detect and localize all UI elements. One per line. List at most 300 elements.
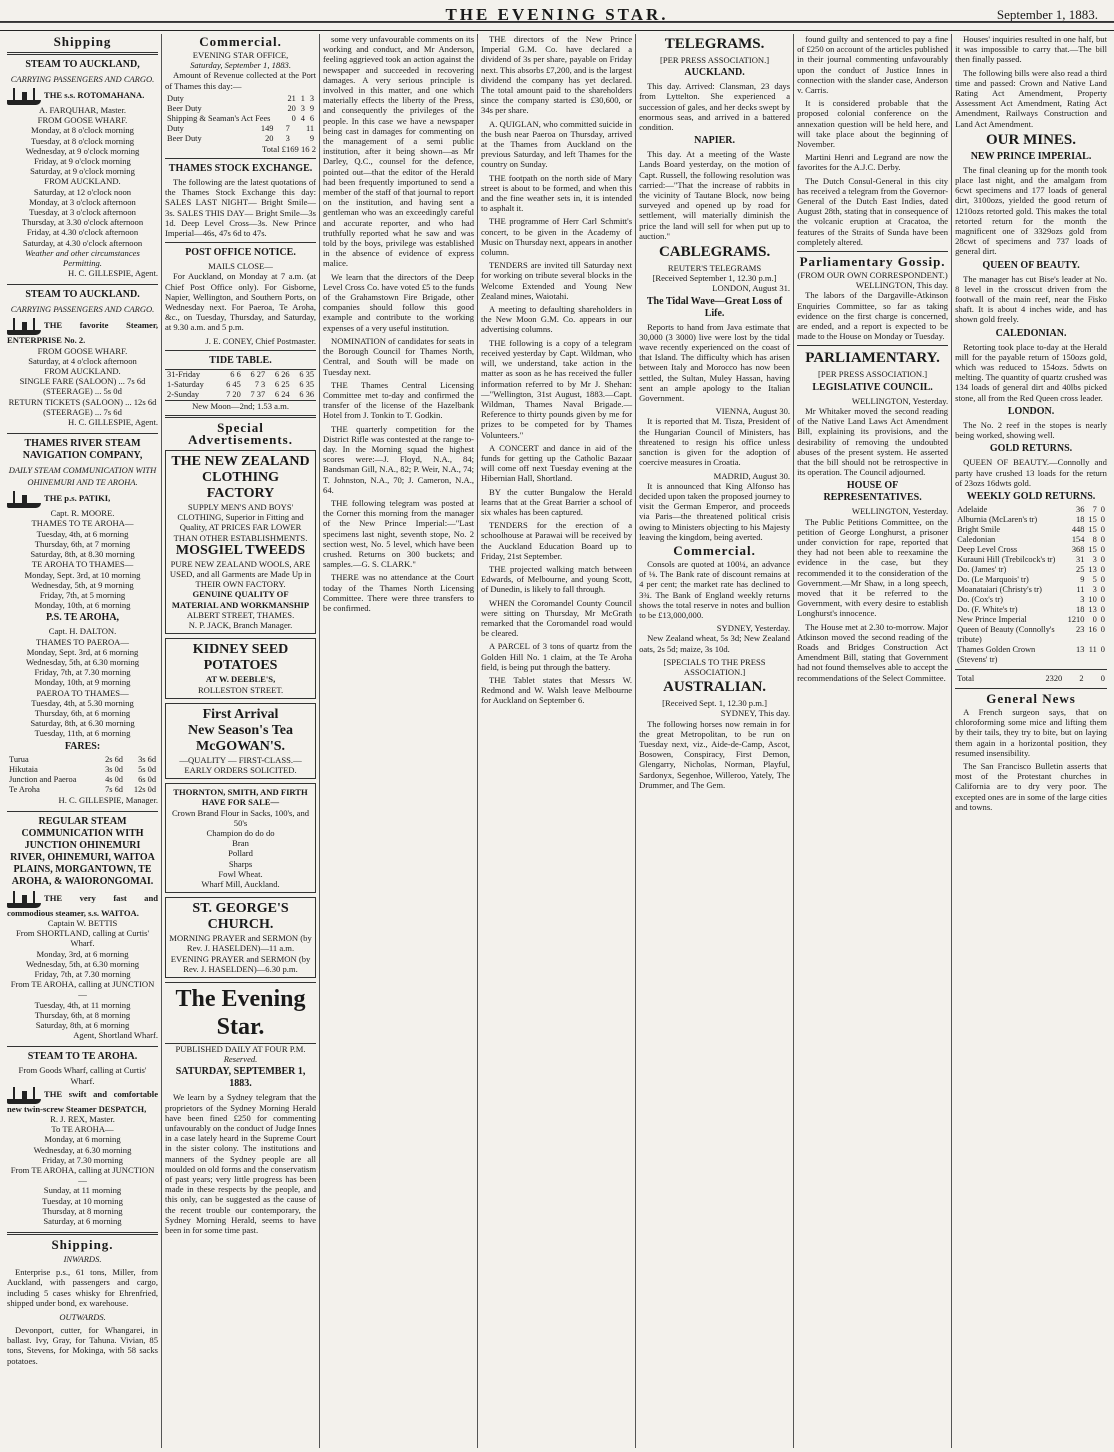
divider (165, 415, 316, 418)
table-cell: 3s 6d (138, 754, 157, 764)
list-item: From SHORTLAND, calling at Curtis' Wharf. (15, 928, 150, 949)
masthead: The Evening Star. (165, 982, 316, 1044)
table-cell: 31 (1076, 554, 1085, 564)
table-cell: 0 (1100, 514, 1105, 524)
column-telegrams (636, 34, 794, 1448)
table-cell: 15 (1088, 524, 1097, 534)
table-row (165, 134, 316, 144)
table-row (165, 114, 316, 124)
list-item: Saturday, at 6 morning (43, 1216, 122, 1227)
ad-nz-clothing (165, 450, 316, 634)
list-item: Tuesday, at 8 o'clock morning (30, 135, 135, 146)
table-row (7, 785, 158, 795)
table-cell: 0 (291, 113, 296, 123)
news-paragraph: We learn that the directors of the Deep Level Cross Co. have voted £5 to the funds of the Grahamstown Fire Brigade, other companies should follow this good example and contribute to the working expenses of a very useful institution. (323, 271, 475, 333)
leader-article: We learn by a Sydney telegram that the proprietors of the Sydney Morning Herald have been fined £250 for commenting unfavourably on the conduct of Judge Innes in a case lately heard in the Supreme Court in the sister colony. The institutions and manners of the Sydney people are all moulded on old forms and the conservatism of past years; very little progress has been made in these respects by the people, and this only, can be suggested as the cause of the recent trouble our contemporary, the Sydney Morning Herald, seems to have been in for some time past. (165, 1092, 317, 1235)
table-cell: 6 36 (299, 389, 315, 399)
list-item: Champion do do do (206, 827, 275, 838)
list-item: Monday, at 6 morning (44, 1134, 121, 1145)
list-item: SINGLE FARE (SALOON) ... 7s 6d (19, 376, 146, 387)
ad-agent: H. C. GILLESPIE, Manager. (58, 794, 159, 805)
column-shipping (4, 34, 162, 1448)
london-dateline: LONDON, August 31. (712, 283, 791, 294)
list-item: Thursday, 6th, at 8 morning (34, 1009, 131, 1020)
section-telegrams: TELEGRAMS. (664, 36, 765, 52)
received-note: [Received September 1, 12.30 p.m.] (652, 273, 777, 284)
table-cell: Duty (167, 93, 184, 103)
news-paragraph: WHEN the Coromandel County Council were sitting on Thursday, Mr McGrath remarked that the Coromandel road would be cleared. (481, 597, 633, 639)
ad-enterprise (7, 289, 158, 427)
revenue-table (165, 94, 316, 124)
ad-mcgowans-tea (165, 703, 316, 779)
table-cell: 0 (1100, 504, 1105, 514)
list-item: (STEERAGE) ... 5s 0d (43, 386, 122, 397)
divider (797, 345, 948, 346)
table-cell: 11 (1088, 644, 1097, 654)
list-item: Thursday, at 3.30 o'clock afternoon (21, 217, 144, 228)
list-item: FROM GOOSE WHARF. (37, 345, 128, 356)
ad-address: Wharf Mill, Auckland. (201, 878, 280, 889)
ad-genuine: GENUINE QUALITY OF MATERIAL AND WORKMANSHIP (171, 589, 310, 610)
list-item: Wednesday, 5th, at 6.30 morning (25, 958, 140, 969)
table-cell: 6 35 (299, 369, 315, 379)
table-cell: New Prince Imperial (957, 614, 1027, 624)
table-cell: Deep Level Cross (957, 544, 1018, 554)
news-paragraph: A CONCERT and dance in aid of the funds for getting up the Catholic Bazaar will come off next Tuesday evening at the Hibernian Hall, Shortland. (481, 442, 633, 484)
ad-title: THE NEW ZEALAND CLOTHING FACTORY (171, 454, 310, 502)
heading-weekly-gold: WEEKLY GOLD RETURNS. (966, 490, 1096, 502)
list-item: Monday, at 3 o'clock afternoon (29, 196, 136, 207)
fares-table (7, 755, 158, 795)
list-item: Friday, at 4.30 o'clock afternoon (26, 227, 139, 238)
table-cell: Kurauni Hill (Trebilcock's tr) (957, 554, 1056, 564)
news-paragraph: THE Tablet states that Messrs W. Redmond and W. Walsh leave Melbourne for Auckland on September 6. (481, 674, 633, 706)
news-paragraph: THE quarterly competition for the District Rifle was contested at the range to-day. In the Morning squad the highest scores were:—J. Floyd, N.A., 84; Bandsman Gill, N.A., 82; P. Weir, N.A., 74; T. Johnston, N.A., 70; J. Cameron, N.A., 64. (323, 423, 475, 495)
outwards-text: Devonport, cutter, for Whangarei, in ballast. Ivy, Gray, for Tahuna. Vivian, 85 tons, Stevens, for Mokinga, with 58 sacks potatoes. (7, 1325, 159, 1366)
schedule-list (7, 1124, 158, 1226)
heading-napier: NAPIER. (694, 135, 735, 147)
list-item: (STEERAGE) ... 7s 6d (43, 406, 122, 417)
ship-master: Capt. H. DALTON. (48, 626, 117, 637)
ad-st-georges (165, 897, 316, 978)
house-dateline: WELLINGTON, Yesterday. (851, 506, 949, 517)
steamship-icon (7, 890, 41, 908)
ad-agent: Agent, Shortland Wharf. (73, 1030, 159, 1041)
table-row (165, 380, 316, 390)
table-cell: Shipping & Seaman's Act Fees (167, 113, 271, 123)
paddle-steamer-icon (7, 490, 41, 508)
table-cell: 6 (309, 113, 315, 123)
divider (7, 52, 158, 55)
table-row (955, 575, 1107, 585)
weekly-gold-table (955, 505, 1107, 665)
news-paragraph: A. QUIGLAN, who committed suicide in the bush near Paeroa on Thursday, arrived at the Thames from Auckland on the previous Saturday, and left Thames for the country on Sunday. (481, 118, 633, 170)
gold-text: QUEEN OF BEAUTY.—Connolly and party have crushed 13 loads for the return of 23ozs 16dwts gold. (955, 457, 1107, 488)
divider (165, 158, 316, 159)
table-cell: 16 (1088, 624, 1097, 634)
header-rule (0, 21, 1114, 23)
news-paragraph: THE footpath on the north side of Mary street is about to be formed, and when this and the fine weather sets in, it is intended to asphalt it. (481, 172, 633, 214)
heading-caledonian: CALEDONIAN. (995, 327, 1067, 339)
table-cell: 7 3 (254, 379, 266, 389)
schedule-list (7, 928, 158, 1030)
table-cell: Bright Smile (957, 524, 1001, 534)
heading-london: LONDON. (1007, 405, 1055, 417)
table-cell: 36 (1076, 504, 1085, 514)
table-cell: 3s 0d (105, 764, 123, 774)
list-item: Friday, at 9 o'clock morning (34, 156, 131, 167)
tidal-wave-text: Reports to hand from Java estimate that 30,000 (3 3000) live were lost by the tidal wave recently experienced on the coast of that Island. The difficulty which has arisen between Italy and Morocco has now been settled, the Sultan, Muley Hassan, having sent an ample apology to the Italian Government. (639, 321, 791, 404)
table-cell: 13 (1076, 644, 1085, 654)
ad-title: THAMES RIVER STEAM NAVIGATION COMPANY, (22, 438, 143, 462)
divider (797, 251, 948, 252)
reserved-note: Reserved. (223, 1054, 258, 1065)
table-cell: 12s 0d (133, 784, 157, 794)
table-row (165, 369, 316, 380)
ad-despatch (7, 1051, 158, 1226)
table-cell: 13 (1088, 604, 1097, 614)
table-row (955, 545, 1107, 555)
post-office-signature: J. E. CONEY, Chief Postmaster. (205, 335, 317, 346)
divider (165, 242, 316, 243)
news-paragraph: It is considered probable that the proposed colonial conference on the annexation question will be held here, and will take place about the beginning of November. (797, 98, 949, 150)
list-item: Saturday, at 4.30 o'clock afternoon (22, 237, 143, 248)
table-cell: Thames Golden Crown (Stevens' tr) (957, 644, 1036, 664)
table-cell: 5 (1092, 574, 1097, 584)
paragraph-list (481, 34, 632, 706)
table-cell: 15 (1088, 514, 1097, 524)
ad-text: —QUALITY — FIRST-CLASS.— (179, 754, 302, 765)
table-cell: 3 (300, 103, 305, 113)
divider (7, 1232, 158, 1235)
ad-text: SUPPLY MEN'S AND BOYS' CLOTHING, Superior in Fitting and Quality, AT PRICES FAR LOWER THAN OTHER ESTABLISHMENTS. (173, 502, 308, 543)
steamship-icon (7, 317, 41, 335)
column-mines (952, 34, 1110, 1448)
post-office-text: For Auckland, on Monday at 7 a.m. (at Chief Post Office only). For Gisborne, Napier, Wellington, and Southern Ports, on Wednesday next. For Paeroa, Te Aroha, &c., on Tuesday, Thursday, and Saturday, at 9.30 a.m. and 5 p.m. (165, 271, 317, 333)
list-item: Monday, Sept. 3rd, at 10 morning (24, 569, 141, 580)
table-cell: 2s 6d (105, 754, 123, 764)
table-cell: 11 (1076, 584, 1085, 594)
news-paragraph: The following bills were also read a third time and passed: Crown and Native Land Rating Act Amendment, Property Assessment Act Amendment, Rating Act Amendment, Railways Construction and Land Act Amendment. (955, 67, 1107, 129)
inwards-text: Enterprise p.s., 61 tons, Miller, from Auckland, with passengers and cargo, including 5 cases whisky for Ehrenfried, shipped under bond, ex warehouse. (7, 1267, 159, 1308)
news-paragraph: Martini Henri and Legrand are now the favorites for the A.J.C. Derby. (797, 152, 949, 173)
table-cell: 25 (1076, 564, 1085, 574)
table-row (165, 390, 316, 401)
published-note: PUBLISHED DAILY AT FOUR P.M. (175, 1043, 306, 1054)
table-cell: 7 20 (226, 389, 241, 399)
heading-legislative-council: LEGISLATIVE COUNCIL. (812, 381, 933, 393)
auckland-text: This day. Arrived: Clansman, 23 days from Lyttelton. She experienced a succession of gales, and her decks swept by enormous seas, and arrived in a battered condition. (639, 81, 791, 133)
ad-text: EARLY ORDERS SOLICITED. (184, 764, 297, 775)
schedule-list (7, 346, 158, 377)
divider (7, 433, 158, 434)
section-shipping-news: Shipping. (51, 1237, 114, 1253)
list-item: Saturday, at 12 o'clock noon (33, 186, 132, 197)
table-cell: Do. (Le Marquois' tr) (957, 574, 1029, 584)
list-item: To TE AROHA— (51, 1124, 114, 1135)
newspaper-title: THE EVENING STAR. (445, 5, 669, 24)
tide-table (165, 369, 316, 401)
table-cell: 7 (285, 123, 290, 133)
divider (955, 669, 1107, 670)
table-cell: Junction and Paeroa (9, 774, 77, 784)
issue-date: September 1, 1883. (996, 7, 1098, 22)
schedule-list (7, 637, 158, 739)
table-cell: Caledonian (957, 534, 996, 544)
news-paragraph: THERE was no attendance at the Court today of the Thames North Licensing Committee. There were three transfers to be confirmed. (323, 572, 475, 613)
heading-new-prince-imperial: NEW PRINCE IMPERIAL. (970, 150, 1092, 162)
list-item: Tuesday, 4th, at 11 morning (34, 999, 131, 1010)
list-item: Saturday, 8th, at 8.30 morning (30, 549, 135, 560)
ship-name: THE favorite Steamer, ENTERPRISE No. 2. (7, 320, 159, 346)
madrid-dateline: MADRID, August 30. (713, 470, 791, 481)
table-row (955, 645, 1107, 665)
list-item: Tuesday, 11th, at 6 morning (34, 728, 131, 739)
ad-title: STEAM TO TE AROHA. (27, 1051, 138, 1063)
table-cell: 11 (305, 123, 315, 133)
news-paragraph: THE projected walking match between Edwards, of Melbourne, and young Scott, of Dunedin, is likely to fall through. (481, 563, 633, 595)
table-cell: 5s 0d (138, 764, 157, 774)
table-cell: 7s 6d (105, 784, 123, 794)
list-item: Thursday, at 8 morning (42, 1205, 123, 1216)
table-cell: 15 (1088, 544, 1097, 554)
table-row (165, 104, 316, 114)
list-item: Friday, 7th, at 7.30 morning (34, 667, 131, 678)
section-special-ads: Special Advertisements. (188, 420, 293, 448)
news-paragraph: some very unfavourable comments on its working and conduct, and Mr Anderson, feeling aggrieved took an action against the newspaper and succeeded in recovering damages. A very serious principle is involved in this matter, and one which materially effects the liberty of the Press, and consequently the privileges of the people. In this case we have a newspaper being cast in damages for commenting on the management of a semi public institution, after it being shown—as Mr Darley, Q.C., counsel for the defence, pointed out—that the editor of the Herald had been frequently importuned to send a member of the staff of that journal to report on the institution, and having sent a gentleman who was an exceedingly careful and accurate reporter, and who had truthfully reported what he saw and was told by the boys, privilege was established in the absence of evidence of express malice. (323, 34, 475, 269)
ad-title: THORNTON, SMITH, AND FIRTH HAVE FOR SALE— (173, 787, 308, 808)
ad-agent: H. C. GILLESPIE, Agent. (68, 417, 159, 428)
table-cell: 13 (1088, 564, 1097, 574)
table-cell: Queen of Beauty (Connolly's tribute) (957, 624, 1055, 644)
table-row (7, 775, 158, 785)
outwards-heading: OUTWARDS. (59, 1312, 106, 1323)
ad-title: First Arrival (202, 706, 279, 722)
caledonian-text: Retorting took place to-day at the Herald mill for the payable return of 150ozs gold, which was reduced to 154ozs. 5dwts on melting. The quantity of quartz crushed was 134 loads of general dirt and 40lbs picked stone, all from the Red Queen cross leader. (955, 341, 1107, 403)
list-item: Tuesday, at 3 o'clock afternoon (29, 207, 136, 218)
divider (7, 811, 158, 812)
table-cell: 154 (1071, 534, 1085, 544)
tidal-wave-headline: The Tidal Wave—Great Loss of Life. (646, 295, 783, 319)
table-cell: 18 (1076, 604, 1085, 614)
reuter-note: REUTER'S TELEGRAMS (667, 263, 762, 274)
list-item: Tuesday, at 10 morning (42, 1195, 123, 1206)
table-cell: 9 (1080, 574, 1085, 584)
table-cell: Duty (167, 123, 184, 133)
table-cell: 8 (1092, 534, 1097, 544)
list-item: Friday, 7th, at 5 morning (39, 589, 126, 600)
table-cell: 6 45 (226, 379, 241, 389)
table-cell: 21 (287, 93, 296, 103)
section-commercial: Commercial. (199, 34, 282, 49)
ad-mosgiel: MOSGIEL TWEEDS (175, 542, 306, 558)
list-item: Monday, 3rd, at 6 morning (36, 948, 129, 959)
table-row (955, 674, 1107, 684)
list-item: TE AROHA TO THAMES— (31, 559, 134, 570)
total-label: Total (261, 143, 280, 154)
london-text: The No. 2 reef in the stopes is nearly being worked, showing well. (955, 419, 1107, 441)
section-general-news: General News (986, 690, 1076, 706)
divider (7, 284, 158, 285)
steamship-icon (7, 1086, 41, 1104)
table-cell: 6s 0d (138, 774, 157, 784)
gossip-dateline: WELLINGTON, This day. (855, 280, 949, 291)
table-cell: 4s 0d (105, 774, 123, 784)
list-item: THAMES TO TE AROHA— (31, 518, 134, 529)
divider (7, 1046, 158, 1047)
received-note: [Received Sept. 1, 12.30 p.m.] (662, 698, 767, 709)
table-cell: Total (957, 673, 975, 683)
list-item: Monday, 10th, at 9 morning (34, 677, 131, 688)
table-cell: 0 (1100, 624, 1105, 634)
post-office-subtitle: MAILS CLOSE— (208, 261, 273, 272)
table-cell: 7 (1092, 504, 1097, 514)
list-item: Friday, at 7.30 morning (42, 1154, 123, 1165)
table-cell: 3 (1092, 554, 1097, 564)
news-paragraph: BY the cutter Bungalow the Herald learns that at the Great Barrier a school of six whales has been captured. (481, 486, 633, 517)
table-row (165, 94, 316, 104)
table-cell: 448 (1071, 524, 1085, 534)
napier-text: This day. At a meeting of the Waste Lands Board yesterday, on the motion of Capt. Russell, the following resolution was carried:—"That the increase of rabbits in the vicinity of Tautane Block, now being surveyed and opened up by road for settlement, will materially diminish the price the land will sell for when put up to auction." (639, 149, 791, 241)
list-item: FROM AUCKLAND. (44, 366, 121, 377)
news-paragraph: THE Thames Central Licensing Committee met to-day and confirmed the transfer of the license of the Hazelbank Hotel from J. Tonkin to T. Godkin. (323, 379, 475, 421)
table-cell: 3 (309, 93, 315, 103)
australian-text: The following horses now remain in for the great Metropolitan, to be run on Tuesday next, viz., Aide-de-Camp, Ascot, Bosowen, Conspiracy, First Demon, Glengarry, Nicholas, Norman, Playful, Sardonyx, Segenhoe, Willeroo, Yately, The Drummer, and The Gem. (639, 718, 791, 790)
table-cell: Te Aroha (9, 784, 40, 794)
page-columns (4, 34, 1110, 1448)
table-cell: Do. (F. White's tr) (957, 604, 1018, 614)
gossip-text: The labors of the Dargaville-Atkinson Enquiries Committee, so far as taking evidence on the first charge is concerned, are ended, and a report is expected to be made to the House on Monday or Tuesday. (797, 290, 949, 342)
list-item: Wednesday, 5th, at 9 morning (31, 579, 134, 590)
list-item: Fowl Wheat. (218, 868, 263, 879)
table-cell: 18 (1076, 514, 1085, 524)
table-row (955, 555, 1107, 565)
divider (165, 350, 316, 351)
ad-note: Weather and other circumstances Permitting. (25, 247, 140, 269)
ad-address: ALBERT STREET, THAMES. (186, 609, 295, 620)
list-item: Pollard (228, 848, 253, 859)
revenue-intro: Amount of Revenue collected at the Port of Thames this day:— (165, 70, 317, 91)
table-cell: 1-Saturday (167, 379, 204, 389)
fares-heading: FARES: (64, 740, 101, 752)
general-text: A French surgeon says, that on chloroforming some mice and lifting them by their tails, they try to bite, but on laying them again in a horizontal position, they resumed insensibility. (955, 706, 1107, 758)
table-cell: 2320 (1045, 673, 1063, 683)
ad-agent: H. C. GILLESPIE, Agent. (68, 268, 159, 279)
steamship-icon (7, 87, 41, 105)
list-item: Saturday, at 4 o'clock afternoon (28, 355, 137, 366)
table-cell: 0 (1100, 524, 1105, 534)
ad-title: REGULAR STEAM COMMUNICATION WITH JUNCTION OHINEMURI RIVER, OHINEMURI, WAITOA PLAINS, MORGANTOWN, TE AROHA, & WAIORONGOMAI. (10, 815, 155, 887)
office-date: Saturday, September 1, 1883. (190, 60, 291, 71)
legislative-text: Mr Whitaker moved the second reading of the Native Land Laws Act Amendment Bill, explaining its provisions, and the desirability of removing the undoubted abuses of the present system. He asserted that the bill should not be retrospective in its operation. The Council adjourned. (797, 405, 949, 478)
table-cell: 6 27 (250, 369, 266, 379)
ad-patiki (7, 438, 158, 804)
table-row (165, 124, 316, 134)
fare-list (7, 376, 158, 417)
table-cell: 9 (309, 103, 315, 113)
table-cell: 23 (1076, 624, 1085, 634)
ad-title: STEAM TO AUCKLAND. (25, 289, 140, 301)
ad-address: ROLLESTON STREET. (197, 684, 284, 695)
specials-note: [SPECIALS TO THE PRESS ASSOCIATION.] (663, 656, 766, 677)
list-item: Saturday, at 9 o'clock morning (30, 166, 135, 177)
ship-master: Capt. R. MOORE. (50, 508, 115, 519)
list-item: Wednesday, 5th, at 6.30 morning (25, 656, 140, 667)
table-cell: Beer Duty (167, 103, 202, 113)
section-parliamentary: PARLIAMENTARY. (805, 350, 940, 367)
table-cell: 31-Friday (167, 369, 201, 379)
list-item: Monday, Sept. 3rd, at 6 morning (26, 646, 139, 657)
weekly-gold-total (955, 674, 1107, 684)
paragraph-list (955, 34, 1107, 129)
table-cell: Turua (9, 754, 29, 764)
table-cell: 20 (265, 133, 274, 143)
ad-title: ST. GEORGE'S CHURCH. (192, 901, 289, 933)
tide-title: TIDE TABLE. (209, 354, 272, 366)
table-cell: 3 (285, 133, 290, 143)
table-cell: 368 (1071, 544, 1085, 554)
npi-text: The final cleaning up for the month took place last night, and the amalgam from 6cwt specimens and 177 loads of general dirt, 3100ozs, yielded the good return of 1210ozs retorted gold. This makes the total retorted return for the month the magnificent one of 3329ozs gold from 28cwt of specimens and 737 loads of general dirt. (955, 164, 1107, 257)
list-item: Wednesday, at 9 o'clock morning (25, 145, 140, 156)
news-paragraph: THE following telegram was posted at the Corner this morning from the manager of the New Prince Imperial:—"Last specimens last night, seventh stope, No. 2 section west, No. 5 level, which have been crushed. Returns on 300 buckets; and samples.—G. S. CLARK." (323, 497, 475, 570)
table-cell: 2-Sunday (167, 389, 200, 399)
column-parliament (794, 34, 952, 1448)
table-row (955, 565, 1107, 575)
table-cell: 20 (287, 103, 296, 113)
ad-rotomahana (7, 59, 158, 278)
list-item: Sunday, at 11 morning (43, 1185, 122, 1196)
list-item: Tuesday, 4th, at 6 morning (36, 528, 129, 539)
list-item: Wednesday, at 6.30 morning (33, 1144, 132, 1155)
table-cell: Do. (Cox's tr) (957, 594, 1004, 604)
ship-name: THE very fast and commodious steamer, s.s. WAITOA. (7, 892, 159, 918)
section-shipping: Shipping (53, 34, 112, 49)
table-cell: 1210 (1067, 614, 1085, 624)
list-item: Bran (232, 838, 249, 849)
table-cell: 6 24 (274, 389, 290, 399)
table-cell: 9 (309, 133, 315, 143)
sydney-text: New Zealand wheat, 5s 3d; New Zealand oats, 2s 5d; maize, 3s 10d. (639, 633, 791, 654)
office-name: EVENING STAR OFFICE, (192, 50, 289, 60)
inwards-heading: INWARDS. (63, 1254, 102, 1265)
table-row (955, 525, 1107, 535)
table-cell: Moanataiari (Christy's tr) (957, 584, 1042, 594)
ad-subtitle: From Goods Wharf, calling at Curtis' Wharf. (18, 1065, 147, 1086)
list-item: FROM AUCKLAND. (44, 176, 121, 187)
press-association: [PER PRESS ASSOCIATION.] (818, 369, 928, 380)
list-item: Sharps (228, 858, 253, 869)
ad-subtitle: CARRYING PASSENGERS AND CARGO. (10, 74, 155, 84)
list-item: THAMES TO PAEROA— (36, 636, 129, 647)
sydney-dateline: SYDNEY, This day. (720, 708, 791, 719)
table-row (955, 625, 1107, 645)
heading-house: HOUSE OF REPRESENTATIVES. (823, 480, 922, 504)
ship-master: A. FARQUHAR, Master. (39, 105, 126, 115)
heading-queen-of-beauty: QUEEN OF BEAUTY. (982, 259, 1080, 271)
table-cell: 0 (1100, 673, 1105, 683)
list-item: Monday, at 8 o'clock morning (31, 125, 134, 136)
list-item: Monday, 10th, at 6 morning (34, 600, 131, 611)
table-cell: Do. (James' tr) (957, 564, 1007, 574)
table-row (955, 615, 1107, 625)
ad-text: AT W. DEEBLE'S, (205, 674, 276, 685)
section-parliamentary-gossip: Parliamentary Gossip. (799, 254, 946, 270)
dateline: SATURDAY, SEPTEMBER 1, 1883. (175, 1066, 306, 1090)
general-text: The San Francisco Bulletin asserts that most of the Protestant churches in California are to dry very poor. The excepted ones are in some of the large cities and towns. (955, 760, 1107, 812)
legislative-dateline: WELLINGTON, Yesterday. (851, 395, 949, 406)
list-item: Saturday, 8th, at 6 morning (35, 1019, 130, 1030)
list-item: Tuesday, 4th, at 5.30 morning (31, 697, 134, 708)
